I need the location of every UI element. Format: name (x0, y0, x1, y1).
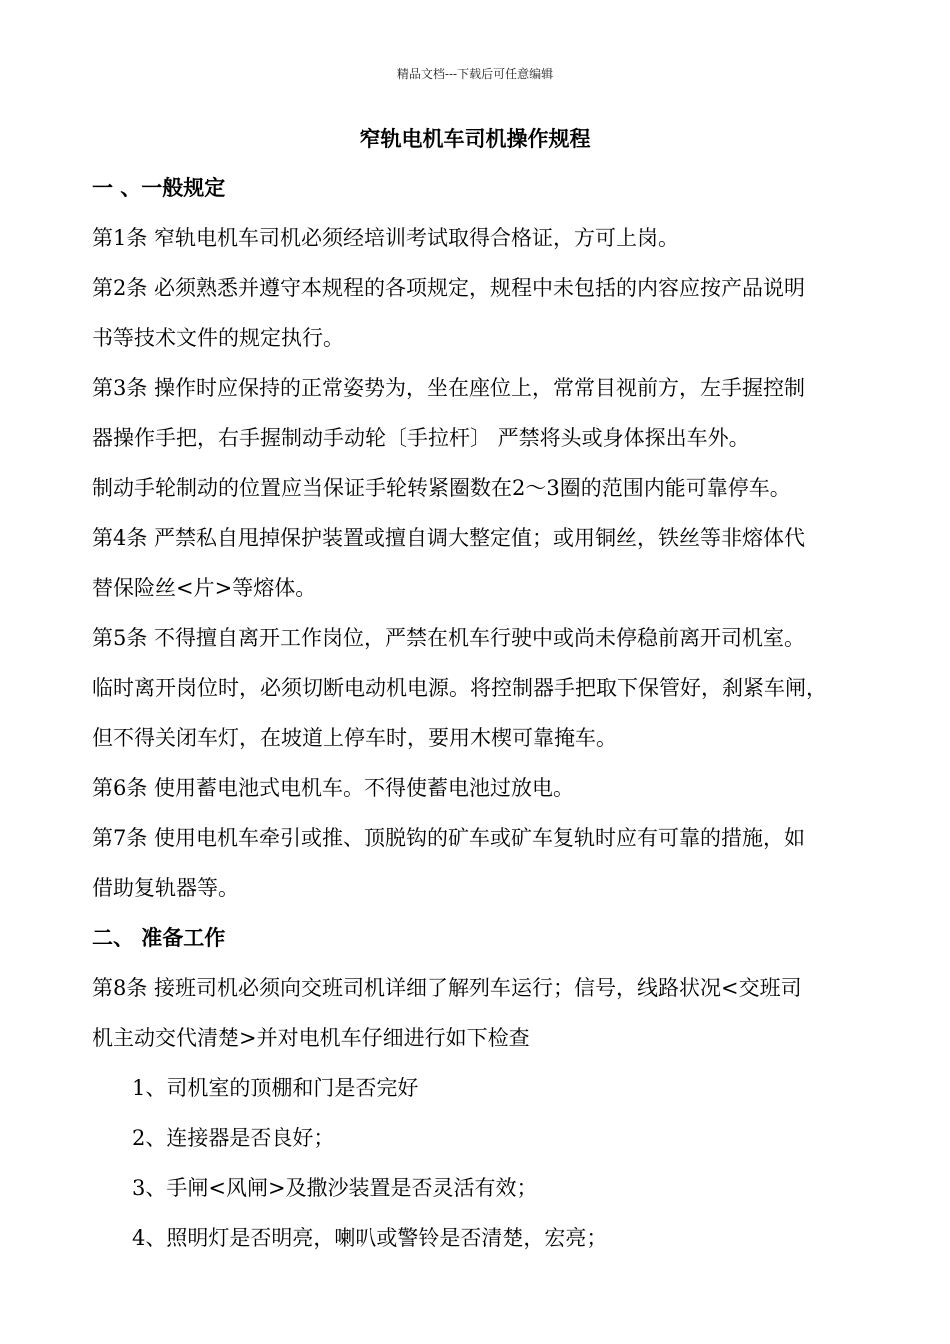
check-item-4: 4、照明灯是否明亮，喇叭或警铃是否清楚，宏亮； (132, 1226, 608, 1250)
article-3-line-1: 第3条 操作时应保持的正常姿势为，坐在座位上，常常目视前方，左手握控制 (92, 376, 806, 400)
article-5-line-3: 但不得关闭车灯，在坡道上停车时，要用木楔可靠掩车。 (92, 726, 617, 750)
article-8-line-1: 第8条 接班司机必须向交班司机详细了解列车运行；信号，线路状况<交班司 (92, 976, 802, 1000)
check-item-1: 1、司机室的顶棚和门是否完好 (132, 1076, 419, 1100)
section-heading-preparation: 二、 准备工作 (92, 926, 226, 950)
section-heading-general: 一 、一般规定 (92, 176, 226, 200)
article-8-line-2: 机主动交代清楚>并对电机车仔细进行如下检查 (92, 1026, 530, 1050)
article-4-line-2: 替保险丝<片>等熔体。 (92, 576, 317, 600)
article-2-line-1: 第2条 必须熟悉并遵守本规程的各项规定，规程中未包括的内容应按产品说明 (92, 276, 806, 300)
article-1-line: 第1条 窄轨电机车司机必须经培训考试取得合格证，方可上岗。 (92, 226, 680, 250)
article-5-line-2: 临时离开岗位时，必须切断电动机电源。将控制器手把取下保管好，刹紧车闸， (92, 676, 827, 700)
article-7-line-2: 借助复轨器等。 (92, 876, 239, 900)
check-item-2: 2、连接器是否良好； (132, 1126, 335, 1150)
article-6-line: 第6条 使用蓄电池式电机车。不得使蓄电池过放电。 (92, 776, 575, 800)
article-3-line-2: 器操作手把，右手握制动手动轮〔手拉杆〕 严禁将头或身体探出车外。 (92, 426, 750, 450)
article-2-line-2: 书等技术文件的规定执行。 (92, 326, 344, 350)
header-note: 精品文档---下载后可任意编辑 (396, 67, 554, 81)
check-item-3: 3、手闸<风闸>及撒沙装置是否灵活有效； (132, 1176, 538, 1200)
article-4-line-1: 第4条 严禁私自甩掉保护装置或擅自调大整定值；或用铜丝，铁丝等非熔体代 (92, 526, 806, 550)
article-7-line-1: 第7条 使用电机车牵引或推、顶脱钩的矿车或矿车复轨时应有可靠的措施，如 (92, 826, 806, 850)
document-body (92, 170, 872, 1270)
article-3-line-3: 制动手轮制动的位置应当保证手轮转紧圈数在2～3圈的范围内能可靠停车。 (92, 476, 791, 500)
document-title: 窄轨电机车司机操作规程 (359, 127, 591, 151)
article-5-line-1: 第5条 不得擅自离开工作岗位，严禁在机车行驶中或尚未停稳前离开司机室。 (92, 626, 806, 650)
